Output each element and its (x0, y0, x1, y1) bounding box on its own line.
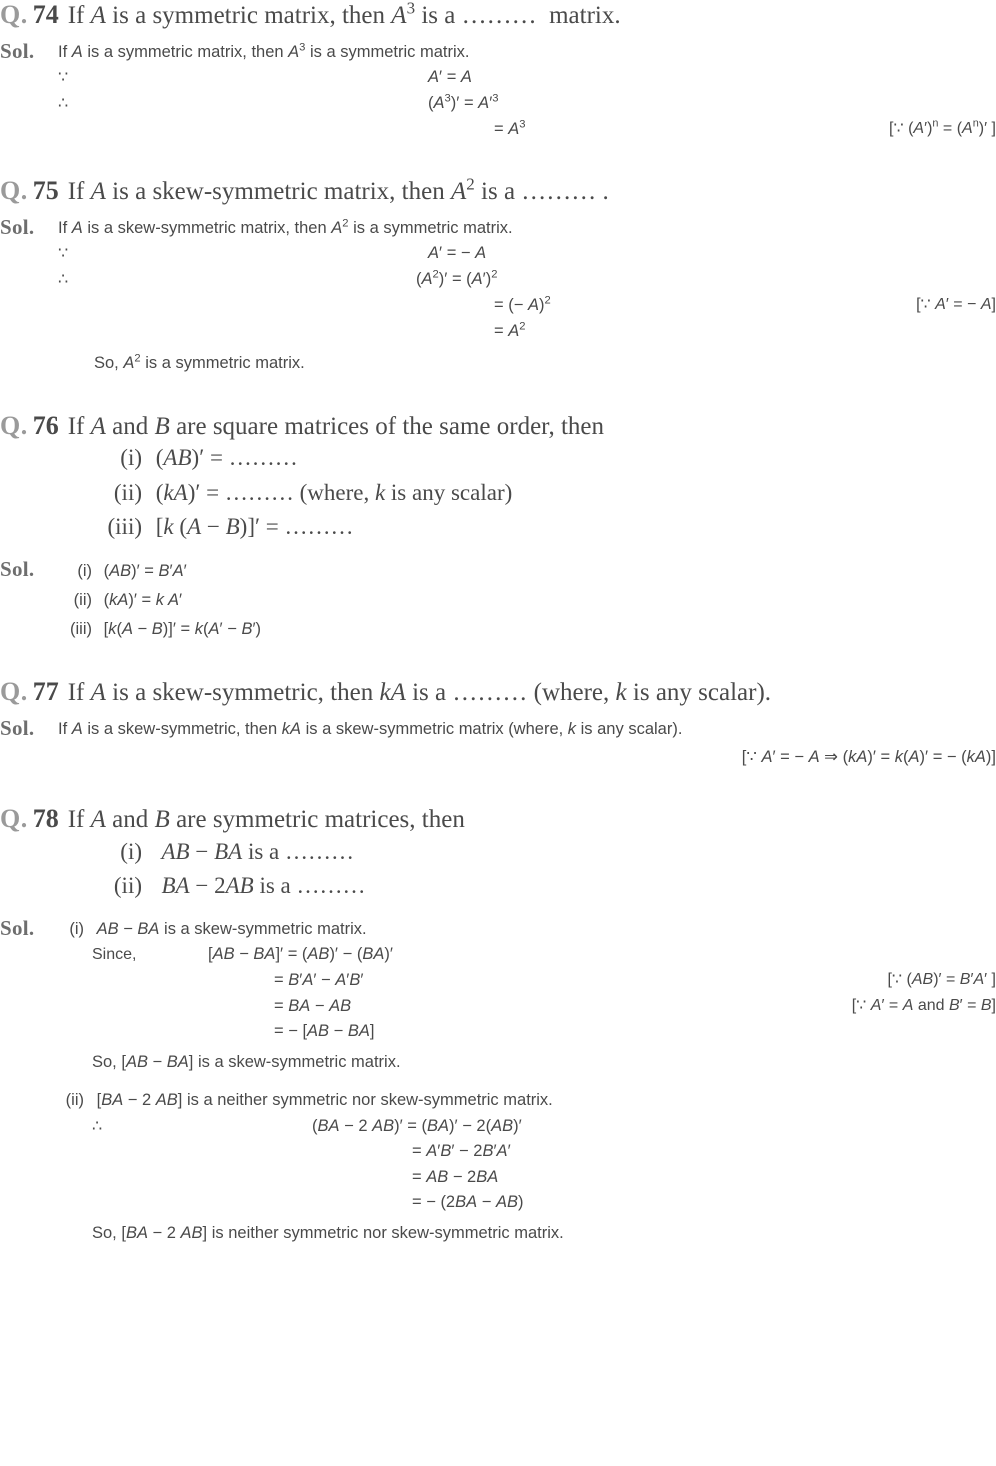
subpart-number: (i) (120, 445, 142, 471)
question-number: 78 (32, 804, 59, 834)
equation-row (58, 293, 996, 319)
equation-text: (BA − 2 AB)′ = (BA)′ − 2(AB)′ (312, 1116, 522, 1135)
answer-text: [BA − 2 AB] is a neither symmetric nor skew-symmetric matrix. (96, 1091, 553, 1110)
solution-label: Sol. (0, 215, 35, 240)
equation-row (58, 994, 996, 1020)
subpart-number: (ii) (113, 873, 142, 899)
equation-row (58, 65, 996, 91)
equation-lead: ∴ (58, 94, 69, 112)
question-subpart (100, 510, 996, 545)
equation-text: $(A^2)' = (A')^2$ (416, 268, 498, 289)
equation-row (58, 1139, 996, 1165)
question-number: 77 (32, 677, 59, 707)
answer-line (58, 615, 996, 644)
equation-row (58, 968, 996, 994)
question-heading-77 (0, 677, 996, 708)
solution-74 (0, 39, 996, 143)
equation-text: = BA − AB (274, 996, 352, 1015)
question-text: If A is a skew-symmetric, then kA is a ……… (where, k is any scalar). (67, 679, 772, 707)
equation-row (58, 1165, 996, 1191)
question-subpart (100, 441, 996, 476)
solution-closing: So, [BA − 2 AB] is neither symmetric nor skew-symmetric matrix. (92, 1224, 564, 1243)
answer-number: (ii) (65, 1091, 84, 1110)
answer-number: (i) (77, 561, 92, 580)
solution-78 (0, 916, 996, 1247)
answer-line (58, 557, 996, 586)
question-label: Q. (0, 410, 28, 440)
answer-text: AB − BA is a skew-symmetric matrix. (96, 919, 367, 938)
question-block-77 (0, 677, 996, 770)
question-label: Q. (0, 804, 28, 834)
question-subpart (100, 835, 996, 870)
equation-text: = AB − 2BA (412, 1167, 499, 1186)
question-number: 74 (32, 0, 59, 29)
equation-row (58, 1190, 996, 1216)
solution-right-note: [∵ A′ = − A ⇒ (kA)′ = k(A)′ = − (kA)] (741, 747, 996, 766)
equation-text: [AB − BA]′ = (AB)′ − (BA)′ (208, 945, 393, 964)
question-block-76 (0, 411, 996, 644)
question-heading-76 (0, 411, 996, 442)
question-number: 75 (32, 176, 59, 206)
equation-text: = (− A)$^2$ (494, 294, 551, 315)
equation-text: A′ = − A (428, 244, 487, 263)
subpart-text: (kA)′ = ……… (where, k is any scalar) (155, 479, 513, 505)
equation-note: [∵ $(A')^n = (A^n)'$ ] (889, 117, 996, 137)
equation-text: = $A^2$ (494, 320, 526, 340)
answer-text: (AB)′ = B′A′ (103, 561, 187, 580)
equation-row (58, 1114, 996, 1140)
equation-note: [∵ (AB)′ = B′A′ ] (887, 971, 996, 989)
question-subpart (100, 476, 996, 511)
question-label: Q. (0, 0, 28, 29)
equation-lead: ∴ (58, 271, 69, 289)
answer-number: (ii) (73, 590, 92, 609)
solution-intro: If A is a symmetric matrix, then $A^3$ is a symmetric matrix. (58, 41, 470, 61)
subpart-text: (AB)′ = ……… (155, 445, 298, 471)
subpart-text: BA − 2AB is a ……… (161, 873, 366, 899)
equation-row (58, 267, 996, 293)
subpart-number: (iii) (107, 514, 142, 540)
question-heading-74 (0, 0, 996, 31)
question-block-75 (0, 176, 996, 376)
equation-lead: ∵ (58, 245, 69, 263)
answer-line (58, 1087, 996, 1113)
question-heading-78 (0, 804, 996, 835)
equation-lead: ∵ (58, 69, 69, 87)
question-number: 76 (32, 410, 59, 440)
subpart-text: [k (A − B)]′ = ……… (155, 514, 354, 540)
equation-text: = − (2BA − AB) (412, 1193, 524, 1212)
question-text: If A and B are symmetric matrices, then (67, 806, 465, 834)
solution-closing: So, $A^2$ is a symmetric matrix. (94, 352, 305, 373)
equation-text: = A′B′ − 2B′A′ (412, 1142, 511, 1161)
solution-label: Sol. (0, 556, 35, 581)
question-subpart (100, 869, 996, 904)
answer-line (58, 586, 996, 615)
question-text: If A is a skew-symmetric matrix, then $A^2$ is a ……… . (67, 174, 609, 206)
equation-lead: ∴ (92, 1117, 103, 1135)
equation-row (58, 1019, 996, 1045)
equation-note: [∵ A′ = A and B′ = B] (851, 996, 996, 1014)
equation-row (58, 319, 996, 345)
equation-text: $(A^3)' = A'^3$ (428, 92, 499, 112)
question-label: Q. (0, 176, 28, 206)
solution-label: Sol. (0, 915, 35, 940)
answer-line (58, 916, 996, 942)
answer-number: (iii) (70, 619, 92, 638)
answer-text: [k(A − B)]′ = k(A′ − B′) (103, 619, 262, 638)
solution-label: Sol. (0, 38, 35, 63)
subpart-number: (i) (120, 838, 142, 864)
question-text: If A is a symmetric matrix, then $A^3$ is a ……… matrix. (67, 0, 621, 29)
answer-text: (kA)′ = k A′ (103, 590, 183, 609)
equation-row (58, 117, 996, 143)
answer-number: (i) (69, 919, 84, 938)
equation-row (58, 91, 996, 117)
solution-intro: If A is a skew-symmetric matrix, then $A^2$ is a symmetric matrix. (58, 217, 513, 238)
solution-76 (0, 557, 996, 644)
equation-lead: Since, (92, 946, 137, 964)
equation-text: A′ = A (428, 68, 472, 87)
equation-note: [∵ A′ = − A] (916, 296, 996, 314)
question-block-78 (0, 804, 996, 1246)
subpart-number: (ii) (113, 479, 142, 505)
solution-label: Sol. (0, 716, 35, 741)
question-text: If A and B are square matrices of the same order, then (67, 412, 605, 440)
solution-75 (0, 215, 996, 377)
solution-77 (0, 716, 996, 770)
question-label: Q. (0, 677, 28, 707)
solution-closing: So, [AB − BA] is a skew-symmetric matrix. (92, 1052, 401, 1071)
question-block-74 (0, 0, 996, 142)
equation-row (58, 942, 996, 968)
equation-text: = B′A′ − A′B′ (274, 971, 364, 990)
equation-text: = − [AB − BA] (274, 1022, 375, 1041)
question-heading-75 (0, 176, 996, 207)
equation-text: = $A^3$ (494, 118, 526, 138)
subpart-text: AB − BA is a ……… (161, 838, 355, 864)
equation-row (58, 241, 996, 267)
solution-intro: If A is a skew-symmetric, then kA is a skew-symmetric matrix (where, k is any scalar). (58, 720, 683, 739)
